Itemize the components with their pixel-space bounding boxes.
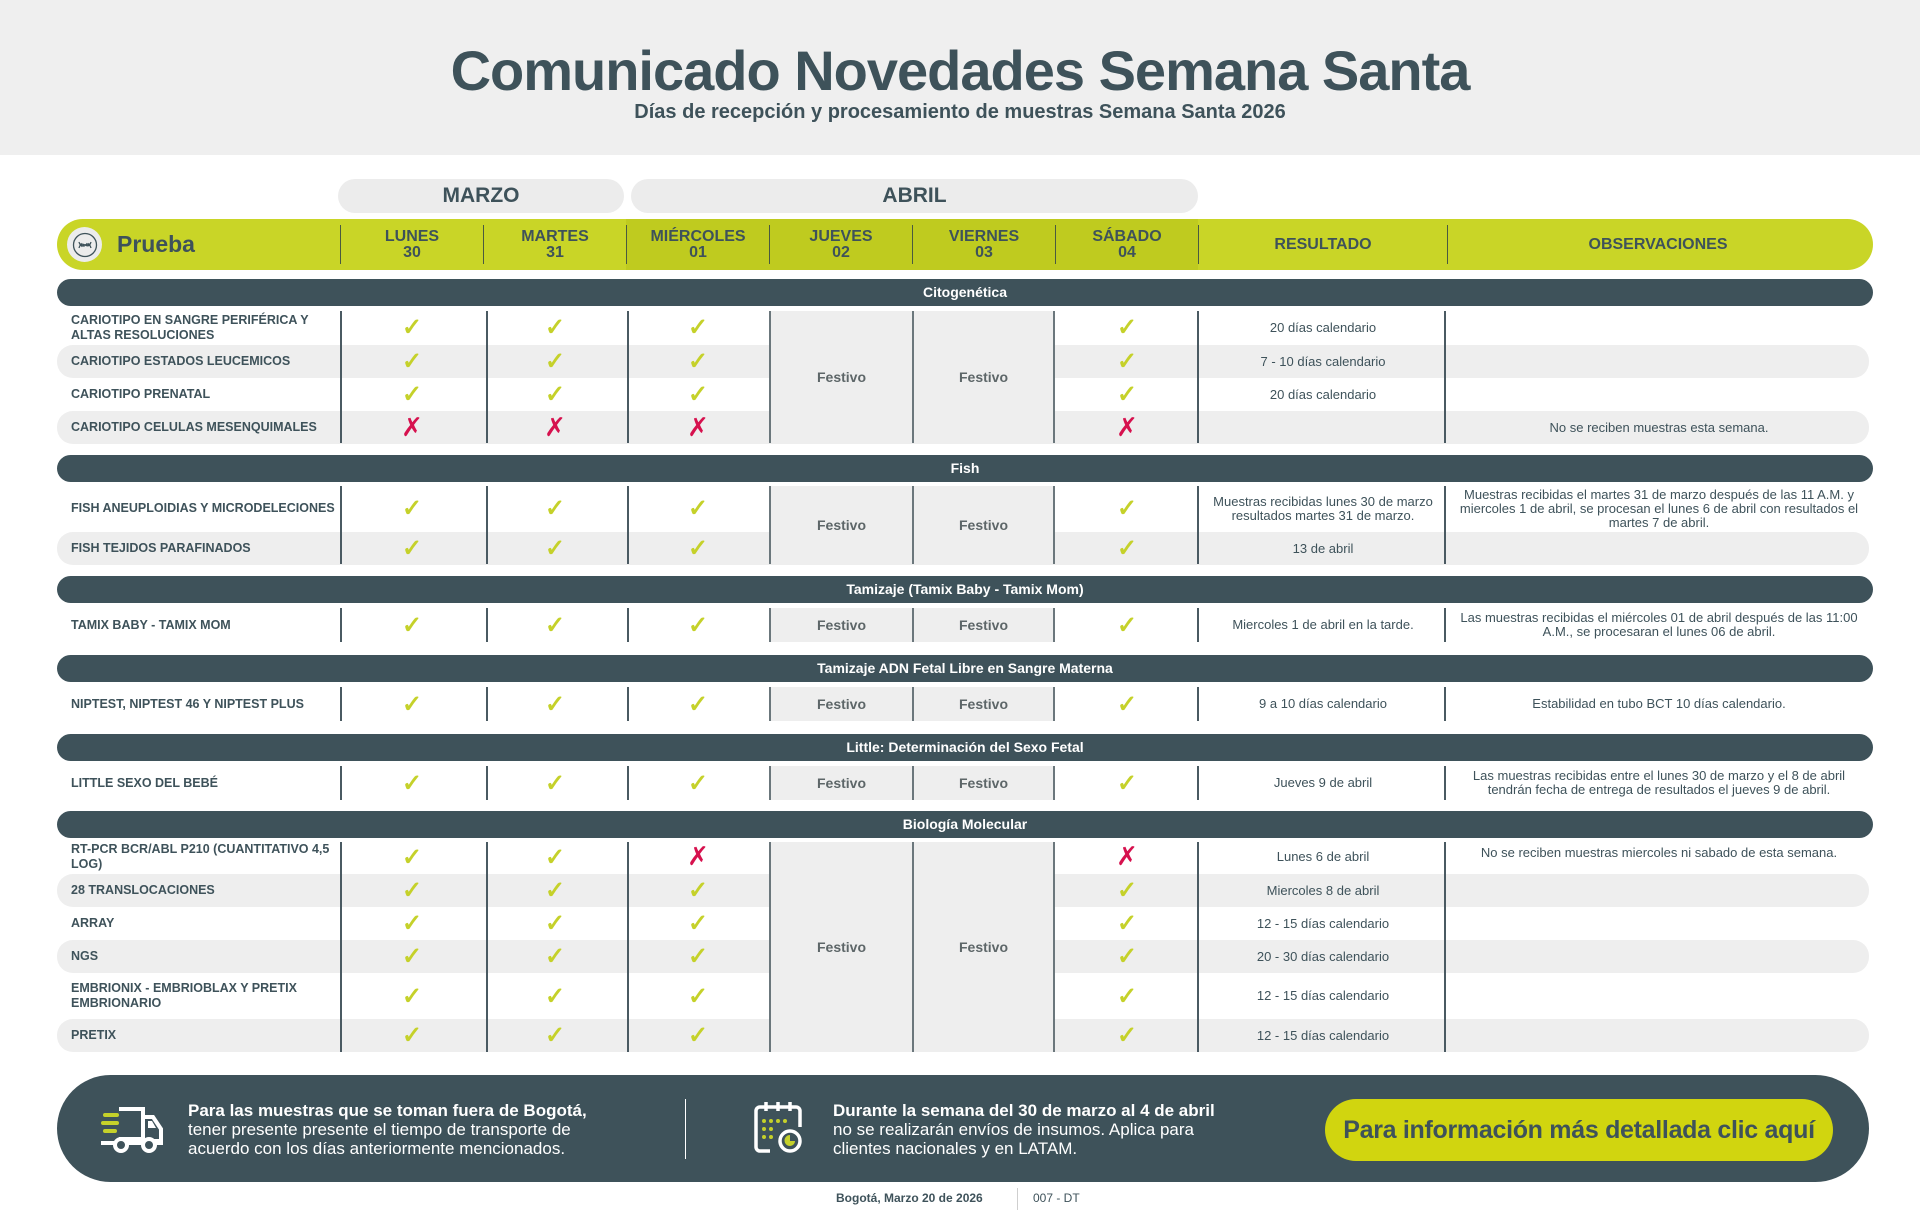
check-icon: ✓ [401,535,423,562]
result-cell: 9 a 10 días calendario [1259,696,1387,711]
holiday-thursday: Festivo [769,766,912,800]
check-icon: ✓ [401,495,423,522]
test-name: FISH ANEUPLOIDIAS Y MICRODELECIONES [71,501,335,515]
test-name: NIPTEST, NIPTEST 46 Y NIPTEST PLUS [71,696,304,711]
observation-cell [1449,973,1869,1019]
holiday-thursday: Festivo [769,687,912,721]
column-header-wednesday [627,219,769,270]
test-name: CARIOTIPO ESTADOS LEUCEMICOS [71,354,291,368]
title-banner [0,0,1920,155]
observation-cell: Las muestras recibidas el miércoles 01 de abril después de las 11:00 A.M., se procesaran el lunes 06 de abril. [1460,610,1858,639]
check-icon: ✓ [401,690,423,718]
check-icon: ✓ [687,877,709,904]
test-name: RT-PCR BCR/ABL P210 (CUANTITATIVO 4,5 LOG) [71,842,330,871]
result-cell: Jueves 9 de abril [1273,775,1373,790]
cross-icon: ✗ [401,412,423,443]
section-header-citogenetica: Citogenética [57,279,1873,306]
holiday-friday: Festivo [912,311,1055,443]
test-name: ARRAY [71,916,115,930]
check-icon: ✓ [1116,314,1138,341]
result-cell: 13 de abril [1292,540,1354,556]
observation-cell [1449,940,1869,973]
transport-notice-text: tener presente presente el tiempo de transporte de acuerdo con los días anteriormente mencionados. [188,1120,571,1158]
result-cell: 20 - 30 días calendario [1256,948,1390,964]
check-icon: ✓ [687,535,709,562]
check-icon: ✓ [687,690,709,718]
day-number: 01 [689,243,707,261]
check-icon: ✓ [401,877,423,904]
check-icon: ✓ [1116,381,1138,408]
transport-notice-bold: Para las muestras que se toman fuera de Bogotá, [188,1101,587,1120]
month-abril: ABRIL [631,179,1198,213]
test-name: CARIOTIPO PRENATAL [71,387,211,401]
day-name: MIÉRCOLES [650,227,746,245]
day-name: LUNES [384,227,440,245]
footer-place-date: Bogotá, Marzo 20 de 2026 [836,1191,983,1205]
observation-cell: Las muestras recibidas entre el lunes 30 de marzo y el 8 de abril tendrán fecha de entrega de resultados el jueves 9 de abril. [1472,768,1846,797]
result-cell: 12 - 15 días calendario [1256,915,1390,931]
holiday-friday: Festivo [912,766,1055,800]
check-icon: ✓ [687,769,709,797]
test-name: CARIOTIPO EN SANGRE PERIFÉRICA Y ALTAS RESOLUCIONES [71,312,309,342]
check-icon: ✓ [401,910,423,937]
day-name: JUEVES [809,227,873,245]
observation-cell [1449,874,1869,907]
footer-divider [1017,1188,1018,1210]
check-icon: ✓ [544,348,566,375]
result-cell: 20 días calendario [1269,386,1377,402]
day-number: 03 [975,243,993,261]
holiday-thursday: Festivo [769,311,912,443]
check-icon: ✓ [544,611,566,639]
holiday-friday: Festivo [912,842,1055,1052]
column-header-tuesday [484,219,626,270]
check-icon: ✓ [1116,769,1138,797]
transport-notice [188,1101,628,1158]
result-cell: 7 - 10 días calendario [1260,353,1386,369]
check-icon: ✓ [1116,611,1138,639]
observation-cell [1449,345,1869,378]
supplies-notice [833,1101,1233,1158]
dna-icon [67,227,102,262]
check-icon: ✓ [544,769,566,797]
check-icon: ✓ [544,943,566,970]
holiday-thursday: Festivo [769,486,912,564]
column-header-thursday [770,219,912,270]
observation-cell [1449,1019,1869,1052]
check-icon: ✓ [544,982,566,1010]
check-icon: ✓ [544,910,566,937]
cross-icon: ✗ [1116,412,1138,443]
page-title: Comunicado Novedades Semana Santa [450,39,1470,102]
test-name: 28 TRANSLOCACIONES [71,883,215,897]
result-cell: 12 - 15 días calendario [1256,1027,1390,1043]
check-icon: ✓ [687,943,709,970]
check-icon: ✓ [401,381,423,408]
check-icon: ✓ [1116,943,1138,970]
banner-divider [685,1099,686,1159]
truck-icon [99,1105,165,1158]
result-cell: Muestras recibidas lunes 30 de marzo resultados martes 31 de marzo. [1213,493,1433,523]
check-icon: ✓ [544,381,566,408]
check-icon: ✓ [687,348,709,375]
footer-code: 007 - DT [1033,1191,1080,1205]
check-icon: ✓ [544,535,566,562]
check-icon: ✓ [687,982,709,1010]
supplies-notice-bold: Durante la semana del 30 de marzo al 4 de abril [833,1101,1215,1120]
test-name: CARIOTIPO CELULAS MESENQUIMALES [71,420,317,434]
check-icon: ✓ [687,611,709,639]
section-header-tamizaje-tamix: Tamizaje (Tamix Baby - Tamix Mom) [57,576,1873,603]
column-header-test: Prueba [117,231,195,257]
check-icon: ✓ [1116,348,1138,375]
test-name: LITTLE SEXO DEL BEBÉ [71,775,219,790]
check-icon: ✓ [401,1022,423,1049]
day-name: VIERNES [948,227,1020,245]
day-number: 31 [546,243,564,261]
check-icon: ✓ [687,314,709,341]
check-icon: ✓ [544,690,566,718]
section-header-adn-fetal: Tamizaje ADN Fetal Libre en Sangre Materna [57,655,1873,682]
section-header-fish: Fish [57,455,1873,482]
month-marzo: MARZO [338,179,624,213]
observation-cell: Muestras recibidas el martes 31 de marzo después de las 11 A.M. y miercoles 1 de abril, se procesan el lunes 6 de abril con resultados el martes 7 de abril. [1459,486,1859,530]
observation-cell [1449,310,1869,345]
check-icon: ✓ [401,843,423,871]
holiday-friday: Festivo [912,687,1055,721]
test-name: PRETIX [71,1028,117,1042]
result-cell: Miercoles 8 de abril [1266,882,1380,898]
check-icon: ✓ [401,348,423,375]
check-icon: ✓ [544,314,566,341]
day-number: 04 [1118,243,1136,261]
observation-cell: Estabilidad en tubo BCT 10 días calendario. [1532,696,1786,711]
supplies-notice-text: no se realizarán envíos de insumos. Aplica para clientes nacionales y en LATAM. [833,1120,1194,1158]
calendar-clock-icon [754,1099,804,1160]
observation-cell: No se reciben muestras miercoles ni sabado de esta semana. [1480,845,1838,860]
section-header-biologia-molecular: Biología Molecular [57,811,1873,838]
check-icon: ✓ [401,943,423,970]
check-icon: ✓ [401,611,423,639]
check-icon: ✓ [1116,910,1138,937]
table-header [57,219,1873,270]
day-number: 30 [403,243,421,261]
check-icon: ✓ [1116,495,1138,522]
check-icon: ✓ [544,877,566,904]
observation-cell: No se reciben muestras esta semana. [1549,419,1769,435]
section-header-little: Little: Determinación del Sexo Fetal [57,734,1873,761]
page-subtitle: Días de recepción y procesamiento de muestras Semana Santa 2026 [634,101,1286,123]
cross-icon: ✗ [687,412,709,443]
column-header-saturday [1056,219,1198,270]
check-icon: ✓ [1116,982,1138,1010]
observation-cell [1449,532,1869,565]
result-cell: 20 días calendario [1269,319,1377,335]
observation-cell [1449,907,1869,940]
cross-icon: ✗ [687,842,709,872]
column-header-result: RESULTADO [1274,235,1372,253]
check-icon: ✓ [1116,690,1138,718]
test-name: EMBRIONIX - EMBRIOBLAX Y PRETIX EMBRIONARIO [71,981,297,1010]
info-banner [57,1075,1869,1182]
more-info-button[interactable]: Para información más detallada clic aquí [1325,1099,1833,1161]
check-icon: ✓ [687,495,709,522]
result-cell: Miercoles 1 de abril en la tarde. [1232,617,1414,632]
check-icon: ✓ [1116,535,1138,562]
column-header-observations: OBSERVACIONES [1588,235,1728,253]
check-icon: ✓ [544,843,566,871]
check-icon: ✓ [687,910,709,937]
holiday-friday: Festivo [912,486,1055,564]
result-cell: 12 - 15 días calendario [1256,988,1390,1003]
holiday-thursday: Festivo [769,842,912,1052]
column-header-monday [341,219,483,270]
cross-icon: ✗ [1116,842,1138,872]
result-cell: Lunes 6 de abril [1276,849,1370,864]
holiday-thursday: Festivo [769,608,912,642]
result-cell [1199,411,1447,444]
check-icon: ✓ [1116,1022,1138,1049]
column-header-friday [913,219,1055,270]
observation-cell [1449,378,1869,411]
check-icon: ✓ [401,314,423,341]
check-icon: ✓ [401,982,423,1010]
check-icon: ✓ [1116,877,1138,904]
holiday-friday: Festivo [912,608,1055,642]
test-name: TAMIX BABY - TAMIX MOM [71,617,231,632]
test-name: FISH TEJIDOS PARAFINADOS [71,541,251,555]
test-name: NGS [71,949,99,963]
day-name: SÁBADO [1092,227,1162,245]
check-icon: ✓ [687,1022,709,1049]
cross-icon: ✗ [544,412,566,443]
check-icon: ✓ [544,1022,566,1049]
check-icon: ✓ [544,495,566,522]
day-name: MARTES [521,227,589,245]
check-icon: ✓ [687,381,709,408]
day-number: 02 [832,243,850,261]
check-icon: ✓ [401,769,423,797]
